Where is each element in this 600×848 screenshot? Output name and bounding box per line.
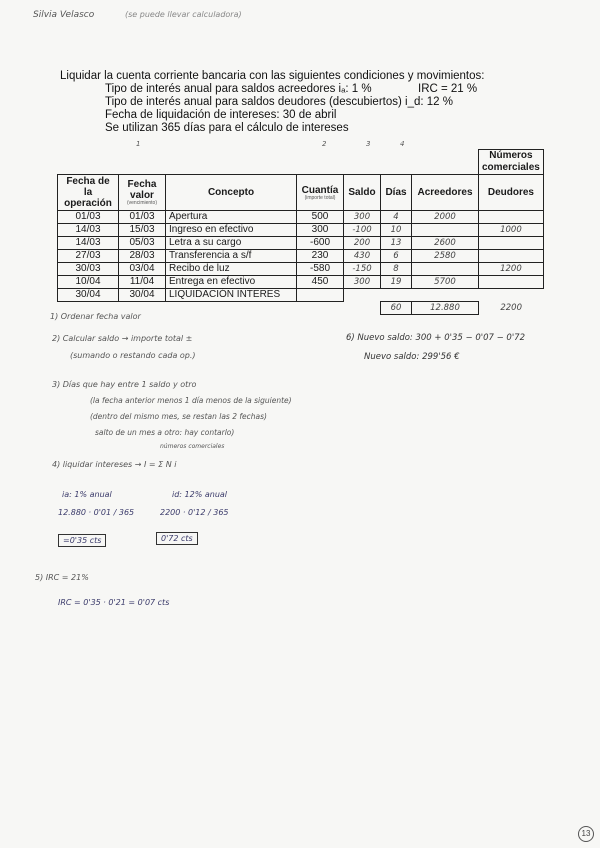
problem-line-4: Se utilizan 365 días para el cálculo de intereses: [105, 122, 349, 134]
header-fecha-operacion: Fecha de la operación: [58, 175, 119, 211]
student-name: Silvia Velasco: [33, 10, 95, 20]
note-step-6-result: Nuevo saldo: 299'56 €: [364, 352, 460, 362]
total-dias: 60: [381, 302, 412, 315]
table-row: 01/03 01/03 Apertura 500 300 4 2000: [58, 211, 544, 224]
id-label: id: 12% anual: [172, 490, 228, 499]
column-mark: 2: [322, 140, 327, 148]
group-header-numeros-comerciales: Números comerciales: [479, 150, 544, 175]
header-acreedores: Acreedores: [412, 175, 479, 211]
ia-label: ia: 1% anual: [62, 490, 112, 499]
table-row: 30/04 30/04 LIQUIDACIÓN INTERES: [58, 289, 544, 302]
problem-title: Liquidar la cuenta corriente bancaria con las siguientes condiciones y movimientos:: [60, 70, 485, 82]
column-mark: 1: [136, 140, 141, 148]
note-step-3-a: (la fecha anterior menos 1 día menos de la siguiente): [90, 396, 292, 405]
header-saldo: Saldo: [344, 175, 381, 211]
total-deudores: 2200: [500, 303, 522, 313]
table-row: 30/03 03/04 Recibo de luz -580 -150 8 1200: [58, 263, 544, 276]
note-step-4: 4) liquidar intereses → I = Σ N i: [52, 460, 177, 469]
note-step-5: 5) IRC = 21%: [35, 573, 89, 582]
table-row: 10/04 11/04 Entrega en efectivo 450 300 19 5700: [58, 276, 544, 289]
table-row: 27/03 28/03 Transferencia a s/f 230 430 6 2580: [58, 250, 544, 263]
ledger-table: [57, 149, 544, 315]
header-concepto: Concepto: [166, 175, 297, 211]
note-step-3-d: números comerciales: [160, 443, 225, 450]
header-cuantia: Cuantía (importe total): [297, 175, 344, 211]
header-fecha-valor: Fecha valor (vencimiento): [119, 175, 166, 211]
irc-value: IRC = 21 %: [418, 83, 478, 95]
header-note: (se puede llevar calculadora): [125, 10, 242, 19]
page-number: 13: [578, 826, 594, 842]
header-deudores: Deudores: [479, 175, 544, 211]
total-acreedores: 12.880: [412, 302, 479, 315]
id-result: 0'72 cts: [156, 532, 198, 545]
note-step-3-c: salto de un mes a otro: hay contarlo): [95, 428, 235, 437]
ia-formula: 12.880 · 0'01 / 365: [58, 508, 135, 517]
table-row: 14/03 15/03 Ingreso en efectivo 300 -100 10 1000: [58, 224, 544, 237]
ia-result: =0'35 cts: [58, 534, 106, 547]
column-mark: 4: [400, 140, 405, 148]
note-step-1: 1) Ordenar fecha valor: [50, 312, 141, 321]
note-step-2-detail: (sumando o restando cada op.): [70, 351, 196, 360]
problem-line-3: Fecha de liquidación de intereses: 30 de abril: [105, 109, 337, 121]
problem-line-1: Tipo de interés anual para saldos acreedores iₐ: 1 %: [105, 83, 372, 95]
id-formula: 2200 · 0'12 / 365: [160, 508, 229, 517]
table-row: 14/03 05/03 Letra a su cargo -600 200 13 2600: [58, 237, 544, 250]
note-step-6: 6) Nuevo saldo: 300 + 0'35 − 0'07 − 0'72: [346, 333, 525, 343]
note-step-3-b: (dentro del mismo mes, se restan las 2 fechas): [90, 412, 267, 421]
irc-calc: IRC = 0'35 · 0'21 = 0'07 cts: [58, 598, 170, 607]
column-mark: 3: [366, 140, 371, 148]
note-step-2: 2) Calcular saldo → importe total ±: [52, 334, 193, 343]
note-step-3: 3) Días que hay entre 1 saldo y otro: [52, 380, 197, 389]
header-dias: Días: [381, 175, 412, 211]
problem-line-2: Tipo de interés anual para saldos deudores (descubiertos) i_d: 12 %: [105, 96, 453, 108]
